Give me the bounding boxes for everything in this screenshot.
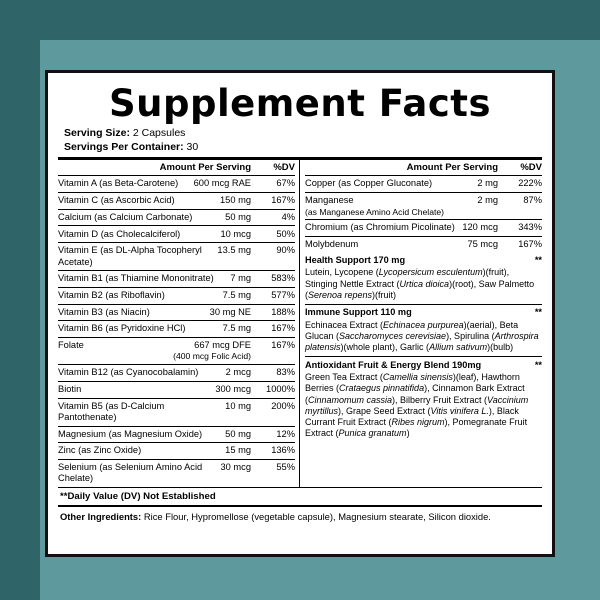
nutrient-name: Selenium (as Selenium Amino Acid Chelate) [58, 462, 203, 484]
nutrient-row [58, 176, 295, 193]
nutrient-name: Magnesium (as Magnesium Oxide) [58, 428, 203, 439]
nutrient-amount: 7.5 mg [222, 290, 251, 301]
blend-header [305, 360, 542, 371]
blend-dv: ** [534, 359, 542, 370]
nutrient-dv: 200% [271, 400, 295, 411]
nutrient-dv: 583% [271, 273, 295, 284]
nutrient-dv: 167% [518, 239, 542, 250]
serving-size-line [64, 127, 544, 141]
nutrient-name: Chromium (as Chromium Picolinate) [305, 222, 455, 233]
nutrient-row [58, 443, 295, 460]
nutrient-row [305, 193, 542, 220]
nutrient-dv: 87% [523, 195, 542, 206]
nutrient-amount: 120 mcg [462, 222, 498, 233]
right-nutrient-rows [305, 176, 542, 252]
nutrient-amount: 150 mg [219, 195, 251, 206]
blend-name: Health Support 170 mg [305, 255, 406, 266]
blend-row [305, 357, 542, 442]
nutrient-amount: 75 mcg [467, 239, 498, 250]
right-dv-header: %DV [520, 162, 542, 174]
nutrient-row [58, 399, 295, 427]
servings-per-container-label: Servings Per Container: [64, 140, 184, 153]
nutrient-name: Vitamin B1 (as Thiamine Mononitrate) [58, 273, 214, 284]
other-ingredients [56, 507, 544, 523]
nutrient-name: Calcium (as Calcium Carbonate) [58, 211, 193, 222]
servings-per-container-line [64, 141, 544, 155]
blend-row [305, 253, 542, 305]
blend-name: Immune Support 110 mg [305, 307, 412, 318]
nutrient-amount: 600 mcg RAE [193, 178, 251, 189]
nutrient-amount: 30 mg NE [209, 306, 251, 317]
other-ingredients-value: Rice Flour, Hypromellose (vegetable capsule), Magnesium stearate, Silicon dioxide. [143, 511, 491, 522]
nutrient-dv: 167% [271, 340, 295, 351]
nutrient-amount: 13.5 mg [217, 245, 251, 256]
serving-size-value: 2 Capsules [132, 127, 186, 139]
nutrient-dv: 12% [276, 428, 295, 439]
nutrient-row [58, 365, 295, 382]
nutrient-amount: 667 mcg DFE (400 mcg Folic Acid) [173, 340, 251, 362]
servings-per-container-value: 30 [186, 140, 199, 153]
left-dv-header: %DV [273, 162, 295, 174]
nutrient-amount: 2 mg [477, 195, 498, 206]
nutrient-name: Vitamin B12 (as Cyanocobalamin) [58, 367, 199, 378]
nutrient-name: Manganese (as Manganese Amino Acid Chelate) [305, 195, 477, 217]
serving-size-label: Serving Size: [64, 127, 130, 139]
nutrient-dv: 136% [271, 445, 295, 456]
nutrient-amount: 300 mcg [215, 384, 251, 395]
nutrient-name: Vitamin B5 (as D-Calcium Pantothenate) [58, 400, 165, 423]
nutrient-row [58, 271, 295, 288]
left-amount-header: Amount Per Serving [159, 162, 251, 174]
nutrient-dv: 83% [276, 367, 295, 378]
nutrient-name: Vitamin C (as Ascorbic Acid) [58, 195, 175, 206]
nutrient-name: Vitamin A (as Beta-Carotene) [58, 178, 179, 189]
blend-header [305, 307, 542, 318]
supplement-facts-panel [45, 70, 555, 557]
serving-info [56, 124, 544, 154]
nutrient-name: Vitamin D (as Cholecalciferol) [58, 228, 181, 239]
nutrient-amount: 7 mg [230, 273, 251, 284]
left-column-header [58, 160, 295, 176]
nutrient-row [58, 305, 295, 322]
nutrient-dv: 167% [271, 323, 295, 334]
nutrient-dv: 1000% [266, 384, 295, 395]
nutrient-name: Vitamin B2 (as Riboflavin) [58, 290, 165, 301]
nutrient-row [58, 321, 295, 338]
facts-column-right [300, 160, 542, 487]
nutrient-row [58, 460, 295, 487]
nutrient-name: Molybdenum [305, 239, 359, 250]
nutrient-subname: (as Manganese Amino Acid Chelate) [305, 206, 445, 217]
blend-dv: ** [534, 255, 542, 266]
nutrient-row [58, 193, 295, 210]
nutrient-row [305, 176, 542, 193]
nutrient-amount: 2 mcg [225, 367, 251, 378]
background-left-band [0, 0, 40, 600]
nutrient-amount: 10 mg [225, 400, 251, 411]
facts-columns [58, 160, 542, 487]
nutrient-name: Vitamin B6 (as Pyridoxine HCl) [58, 323, 186, 334]
nutrient-amount: 50 mg [225, 428, 251, 439]
blend-row [305, 305, 542, 357]
nutrient-row [58, 226, 295, 243]
nutrient-row [305, 220, 542, 237]
blend-rows [305, 253, 542, 443]
nutrient-row [58, 243, 295, 271]
right-column-header [305, 160, 542, 176]
nutrient-name: Zinc (as Zinc Oxide) [58, 445, 142, 456]
nutrient-row [58, 210, 295, 227]
blend-name: Antioxidant Fruit & Energy Blend 190mg [305, 359, 482, 370]
nutrient-row [305, 237, 542, 253]
nutrient-dv: 50% [276, 228, 295, 239]
nutrient-dv: 4% [281, 211, 295, 222]
nutrient-dv: 577% [271, 290, 295, 301]
nutrient-name: Biotin [58, 384, 82, 395]
daily-value-footnote: **Daily Value (DV) Not Established [60, 491, 216, 502]
panel-inner [56, 82, 544, 554]
blend-header [305, 255, 542, 266]
nutrient-row [58, 427, 295, 444]
nutrient-name: Copper (as Copper Gluconate) [305, 178, 433, 189]
blend-description: Echinacea Extract (Echinacea purpurea)(aerial), Beta Glucan (Saccharomyces cerevisiae), Spirulina (Arthrospira platensis)(whole plant), Garlic (Allium sativum)(bulb) [305, 319, 539, 353]
nutrient-row [58, 288, 295, 305]
nutrient-dv: 222% [518, 178, 542, 189]
left-nutrient-rows [58, 176, 295, 487]
nutrient-dv: 167% [271, 195, 295, 206]
nutrient-dv: 67% [276, 178, 295, 189]
page-title: Supplement Facts [108, 82, 491, 125]
nutrient-name: Vitamin E (as DL-Alpha Tocopheryl Acetate) [58, 245, 202, 267]
nutrient-dv: 343% [518, 222, 542, 233]
facts-column-left [58, 160, 300, 487]
nutrient-amount: 10 mcg [220, 228, 251, 239]
nutrient-row [58, 382, 295, 399]
nutrient-name: Vitamin B3 (as Niacin) [58, 306, 150, 317]
nutrient-amount: 15 mg [225, 445, 251, 456]
blend-description: Green Tea Extract (Camellia sinensis)(leaf), Hawthorn Berries (Crataegus pinnatifida), Cinnamon Bark Extract (Cinnamomum cassia), Bilberry Fruit Extract (Vaccinium myrtillus), Grape Seed Extract (Vitis vinifera L.), Black Currant Fruit Extract (Ribes nigrum), Pomegranate Fruit Extract (Punica granatum) [305, 372, 529, 439]
nutrient-amount: 50 mg [225, 211, 251, 222]
nutrient-amount: 30 mcg [220, 462, 251, 473]
other-ingredients-label: Other Ingredients: [60, 511, 142, 522]
nutrient-amount-secondary: (400 mcg Folic Acid) [173, 351, 251, 362]
nutrient-amount: 2 mg [477, 178, 498, 189]
background-top-band [0, 0, 600, 40]
blend-description: Lutein, Lycopene (Lycopersicum esculentum)(fruit), Stinging Nettle Extract (Urtica dioica)(root), Saw Palmetto (Serenoa repens)(fruit) [305, 267, 535, 300]
nutrient-name: Folate [58, 340, 84, 351]
right-amount-header: Amount Per Serving [406, 162, 498, 174]
nutrient-row [58, 338, 295, 365]
nutrient-amount: 7.5 mg [222, 323, 251, 334]
nutrient-dv: 188% [271, 306, 295, 317]
nutrient-dv: 90% [276, 245, 295, 256]
nutrient-dv: 55% [276, 462, 295, 473]
blend-dv: ** [534, 307, 542, 318]
